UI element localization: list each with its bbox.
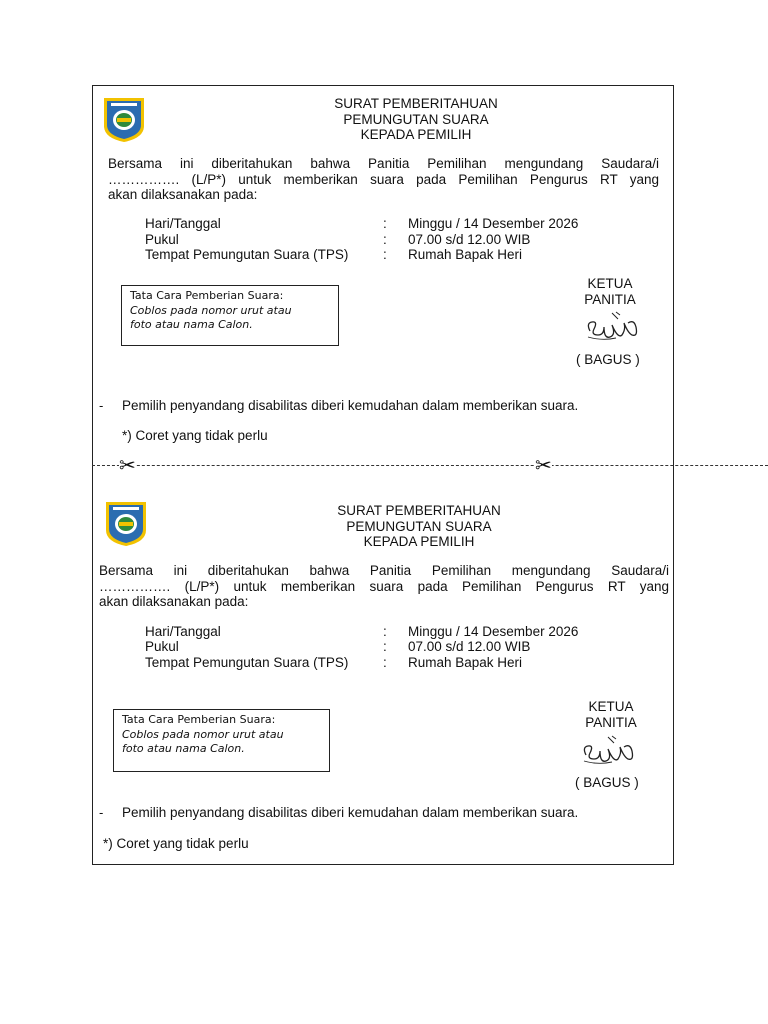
- bullet-dash: -: [99, 805, 104, 820]
- paragraph-line: Bersama ini diberitahukan bahwa Panitia Pemilihan mengundang Saudara/i: [99, 563, 669, 578]
- title-line: SURAT PEMBERITAHUAN: [337, 503, 501, 518]
- detail-value-time: 07.00 s/d 12.00 WIB: [408, 639, 531, 654]
- notice-title: [303, 503, 535, 550]
- detail-value-location: Rumah Bapak Heri: [408, 655, 523, 670]
- voting-instruction-box: [121, 285, 339, 346]
- detail-label-location: Tempat Pemungutan Suara (TPS): [145, 655, 349, 670]
- instruction-line: foto atau nama Calon.: [130, 318, 253, 331]
- instruction-line: Coblos pada nomor urut atau: [130, 303, 292, 317]
- paragraph-line: ……………. (L/P*) untuk memberikan suara pada Pemilihan Pengurus RT yang: [99, 578, 669, 594]
- regional-emblem-icon: [104, 500, 148, 548]
- bullet-dash: -: [99, 398, 104, 413]
- detail-label-time: Pukul: [145, 639, 179, 654]
- role-line: KETUA: [588, 699, 634, 714]
- detail-value-date: Minggu / 14 Desember 2026: [408, 216, 579, 231]
- instruction-line: Coblos pada nomor urut atau: [122, 727, 284, 741]
- scissors-icon: ✂: [535, 453, 552, 477]
- scissors-icon: ✂: [119, 453, 136, 477]
- signatory-role: [570, 276, 650, 308]
- detail-colon: :: [383, 232, 387, 247]
- signatory-name: ( BAGUS ): [575, 775, 639, 790]
- title-line: KEPADA PEMILIH: [363, 534, 475, 549]
- title-line: KEPADA PEMILIH: [360, 127, 472, 142]
- title-line: PEMUNGUTAN SUARA: [343, 111, 489, 127]
- role-line: PANITIA: [584, 292, 636, 307]
- detail-label-date: Hari/Tanggal: [145, 216, 221, 231]
- signatory-role: [571, 699, 651, 731]
- regional-emblem-icon: [102, 96, 146, 144]
- instruction-heading: Tata Cara Pemberian Suara:: [122, 713, 276, 726]
- disability-note: Pemilih penyandang disabilitas diberi kemudahan dalam memberikan suara.: [122, 398, 579, 413]
- instruction-heading: Tata Cara Pemberian Suara:: [130, 289, 284, 302]
- title-line: PEMUNGUTAN SUARA: [346, 518, 492, 534]
- signatory-name: ( BAGUS ): [576, 352, 640, 367]
- instruction-line: foto atau nama Calon.: [122, 742, 245, 755]
- disability-note: Pemilih penyandang disabilitas diberi kemudahan dalam memberikan suara.: [122, 805, 579, 820]
- title-line: SURAT PEMBERITAHUAN: [334, 96, 498, 111]
- detail-value-date: Minggu / 14 Desember 2026: [408, 624, 579, 639]
- detail-colon: :: [383, 247, 387, 262]
- detail-value-location: Rumah Bapak Heri: [408, 247, 523, 262]
- paragraph-line: Bersama ini diberitahukan bahwa Panitia Pemilihan mengundang Saudara/i: [108, 156, 659, 171]
- paragraph-line: ……………. (L/P*) untuk memberikan suara pada Pemilihan Pengurus RT yang: [108, 171, 659, 187]
- invitation-paragraph: [99, 563, 669, 610]
- detail-label-location: Tempat Pemungutan Suara (TPS): [145, 247, 349, 262]
- notice-title: [300, 96, 532, 143]
- detail-label-time: Pukul: [145, 232, 179, 247]
- voting-instruction-box: [113, 709, 330, 772]
- detail-label-date: Hari/Tanggal: [145, 624, 221, 639]
- detail-colon: :: [383, 655, 387, 670]
- handwritten-signature: [582, 309, 646, 353]
- detail-colon: :: [383, 624, 387, 639]
- footnote: *) Coret yang tidak perlu: [103, 836, 249, 851]
- role-line: PANITIA: [585, 715, 637, 730]
- cut-line: [92, 465, 768, 466]
- paragraph-line: akan dilaksanakan pada:: [108, 187, 258, 202]
- paragraph-line: akan dilaksanakan pada:: [99, 594, 249, 609]
- invitation-paragraph: [108, 156, 659, 203]
- role-line: KETUA: [587, 276, 633, 291]
- detail-colon: :: [383, 216, 387, 231]
- detail-colon: :: [383, 639, 387, 654]
- handwritten-signature: [578, 733, 642, 777]
- detail-value-time: 07.00 s/d 12.00 WIB: [408, 232, 531, 247]
- footnote: *) Coret yang tidak perlu: [122, 428, 268, 443]
